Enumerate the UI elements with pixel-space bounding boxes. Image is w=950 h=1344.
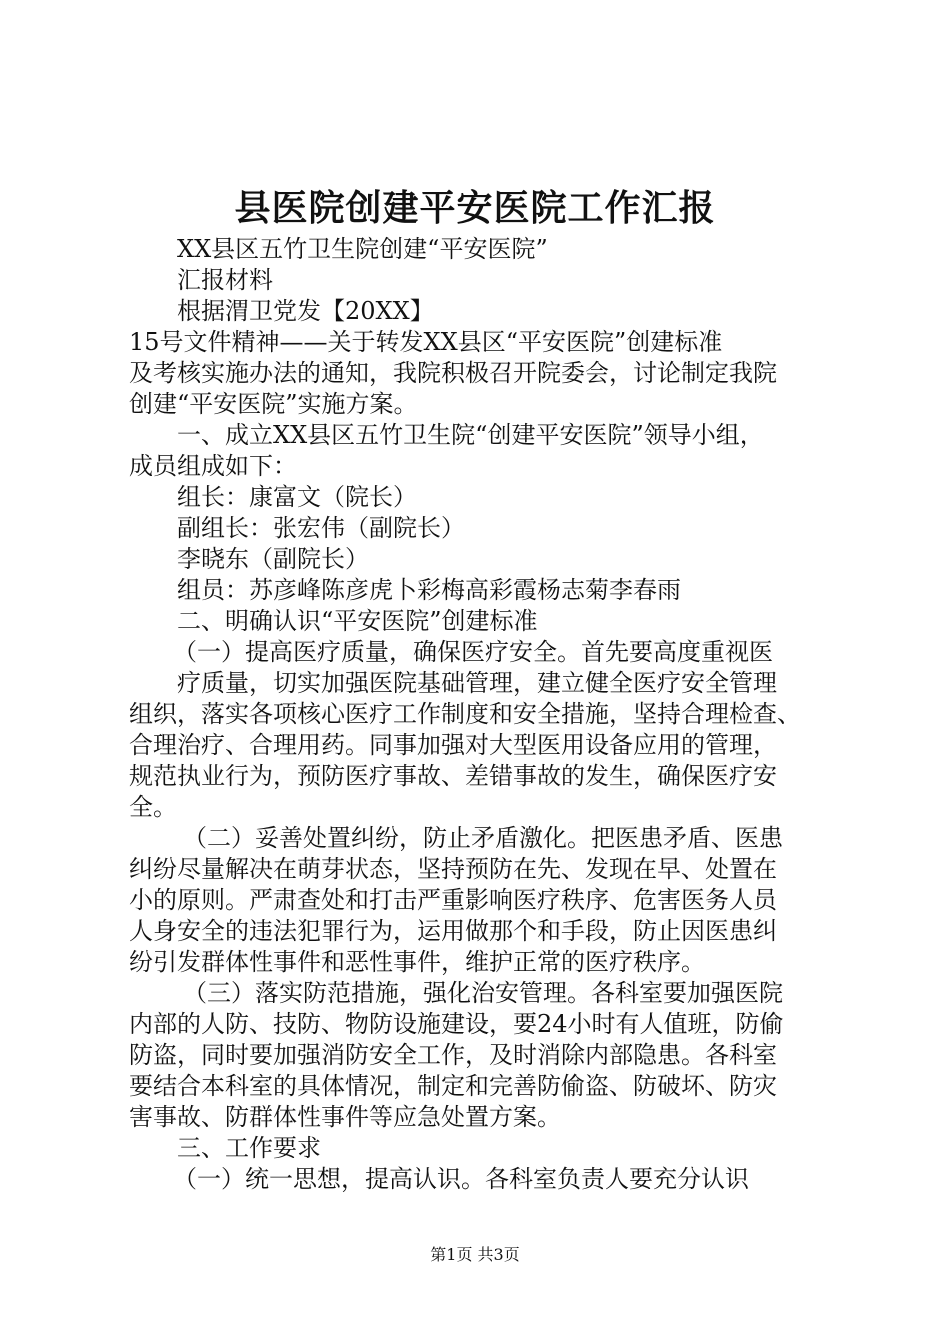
body-line: 三、工作要求 (177, 1134, 321, 1162)
body-line: 李晓东（副院长） (177, 545, 369, 573)
document-body (129, 234, 835, 1195)
body-line: 组织，落实各项核心医疗工作制度和安全措施，坚持合理检查、 (129, 700, 801, 728)
body-line: 合理治疗、合理用药。同事加强对大型医用设备应用的管理， (129, 731, 777, 759)
body-line: 及考核实施办法的通知，我院积极召开院委会，讨论制定我院 (129, 359, 777, 387)
body-line: 纠纷尽量解决在萌芽状态，坚持预防在先、发现在早、处置在 (129, 855, 777, 883)
body-line: 组长：康富文（院长） (177, 483, 417, 511)
body-line: （一）提高医疗质量，确保医疗安全。首先要高度重视医 (173, 638, 773, 666)
body-line: 小的原则。严肃查处和打击严重影响医疗秩序、危害医务人员 (129, 886, 777, 914)
body-line: （一）统一思想，提高认识。各科室负责人要充分认识 (173, 1165, 749, 1193)
body-line: 防盗，同时要加强消防安全工作，及时消除内部隐患。各科室 (129, 1041, 777, 1069)
body-line: 创建“平安医院”实施方案。 (129, 390, 418, 418)
body-line: 根据渭卫党发【20XX】 (177, 297, 434, 325)
body-line: 一、成立XX县区五竹卫生院“创建平安医院”领导小组， (177, 421, 764, 449)
body-line: 15号文件精神——关于转发XX县区“平安医院”创建标准 (129, 328, 723, 356)
body-line: 要结合本科室的具体情况，制定和完善防偷盗、防破坏、防灾 (129, 1072, 777, 1100)
body-line: 害事故、防群体性事件等应急处置方案。 (129, 1103, 561, 1131)
body-line: 内部的人防、技防、物防设施建设，要24小时有人值班，防偷 (129, 1010, 784, 1038)
body-line: 规范执业行为，预防医疗事故、差错事故的发生，确保医疗安 (129, 762, 777, 790)
document-title: 县医院创建平安医院工作汇报 (234, 187, 716, 229)
body-line: 纷引发群体性事件和恶性事件，维护正常的医疗秩序。 (129, 948, 705, 976)
body-line: 疗质量，切实加强医院基础管理，建立健全医疗安全管理 (177, 669, 777, 697)
body-line: 二、明确认识“平安医院”创建标准 (177, 607, 538, 635)
page-number: 第1页 共3页 (430, 1245, 520, 1264)
body-line: （三）落实防范措施，强化治安管理。各科室要加强医院 (183, 979, 783, 1007)
body-line: 人身安全的违法犯罪行为，运用做那个和手段，防止因医患纠 (129, 917, 777, 945)
body-line: 副组长：张宏伟（副院长） (177, 514, 465, 542)
body-line: 成员组成如下： (129, 452, 297, 480)
body-line: 全。 (129, 793, 177, 821)
body-line: （二）妥善处置纠纷，防止矛盾激化。把医患矛盾、医患 (183, 824, 783, 852)
body-line: 汇报材料 (177, 266, 273, 294)
body-line: XX县区五竹卫生院创建“平安医院” (177, 235, 548, 263)
body-line: 组员：苏彦峰陈彦虎卜彩梅高彩霞杨志菊李春雨 (177, 576, 681, 604)
